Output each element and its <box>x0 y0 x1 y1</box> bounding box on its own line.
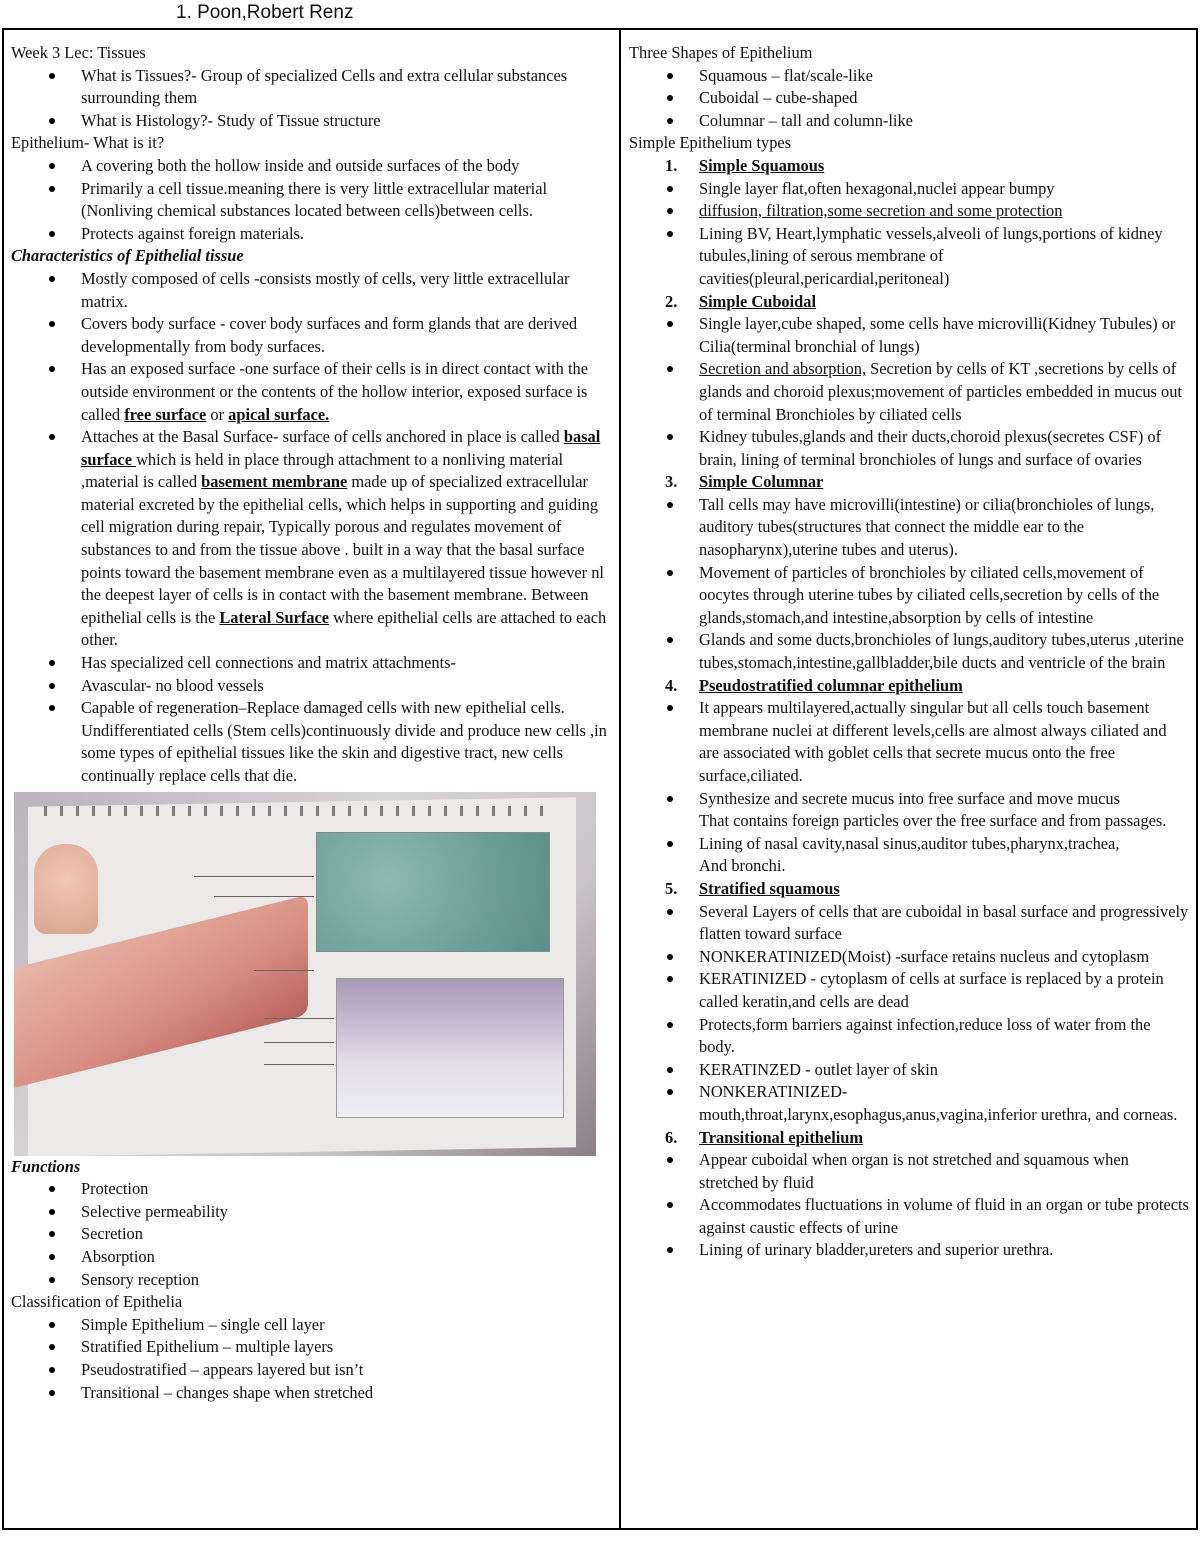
left-column <box>11 42 609 1404</box>
type-title: Simple Squamous <box>699 155 825 175</box>
list-item: NONKERATINIZED(Moist) -surface retains nucleus and cytoplasm <box>629 946 1189 969</box>
type-heading-stratified-squamous <box>629 878 1189 901</box>
list-item: Mostly composed of cells -consists mostly of cells, very little extracellular matrix. <box>11 268 609 313</box>
shapes-heading: Three Shapes of Epithelium <box>629 43 813 62</box>
list-number: 1. <box>665 155 678 175</box>
list-item: Lining of urinary bladder,ureters and superior urethra. <box>629 1239 1189 1262</box>
list-item: Single layer,cube shaped, some cells have microvilli(Kidney Tubules) or Cilia(terminal bronchial of lungs) <box>629 313 1189 358</box>
list-item: Covers body surface - cover body surfaces and form glands that are derived developmentally from body surfaces. <box>11 313 609 358</box>
list-number: 4. <box>665 675 678 695</box>
text-run: Secretion and absorption, <box>699 359 867 379</box>
micrograph-surface-view <box>316 832 550 952</box>
textbook-photo <box>14 792 596 1156</box>
list-item <box>11 426 609 652</box>
list-number: 3. <box>665 472 678 492</box>
characteristics-heading: Characteristics of Epithelial tissue <box>11 246 244 266</box>
type-heading-pseudostratified <box>629 675 1189 698</box>
list-item: KERATINZED - outlet layer of skin <box>629 1059 1189 1082</box>
classification-heading: Classification of Epithelia <box>11 1292 183 1312</box>
list-item: Appear cuboidal when organ is not stretched and squamous when stretched by fluid <box>629 1149 1189 1194</box>
list-item: Selective permeability <box>11 1201 609 1224</box>
list-item: Stratified Epithelium – multiple layers <box>11 1336 609 1359</box>
list-item: Cuboidal – cube-shaped <box>629 87 1189 110</box>
list-item <box>629 200 1189 223</box>
list-item: Several Layers of cells that are cuboidal in basal surface and progressively flatten toward surface <box>629 901 1189 946</box>
type-title: Simple Columnar <box>699 472 824 492</box>
column-divider <box>619 30 621 1528</box>
type-heading-simple-columnar <box>629 471 1189 494</box>
functions-heading: Functions <box>11 1156 81 1176</box>
list-item: Absorption <box>11 1246 609 1269</box>
list-item <box>629 358 1189 426</box>
text-run: Has an exposed surface -one surface of their cells is in direct contact with the outside environment or the contents of the hollow interior, exposed surface is called <box>81 359 588 424</box>
term-lateral-surface: Lateral Surface <box>219 607 330 627</box>
micrograph-section-view <box>336 978 564 1118</box>
week-title: Week 3 Lec: Tissues <box>11 43 146 62</box>
term-free-surface: free surface <box>124 404 207 424</box>
list-item <box>11 358 609 426</box>
type-title: Simple Cuboidal <box>699 291 817 311</box>
list-item: Transitional – changes shape when stretched <box>11 1382 609 1405</box>
notes-table <box>2 28 1198 1530</box>
type-heading-simple-cuboidal <box>629 291 1189 314</box>
spiral-binding <box>44 806 544 816</box>
text-run: Attaches at the Basal Surface- surface of cells anchored in place is called <box>81 427 564 447</box>
list-item: Simple Epithelium – single cell layer <box>11 1314 609 1337</box>
label-leader-line <box>264 1018 334 1019</box>
torso-illustration <box>34 844 98 934</box>
term-basal-surface: basal surface <box>81 427 601 469</box>
text-run: made up of specialized extracellular material excreted by the epithelial cells, which helps in supporting and guiding cell migration during repair, Typically porous and regulates movement of substances to and from the tissue above . built in a way that the basal surface points toward the basement membrane even as a multilayered tissue however nl the deepest layer of cells is in contact with the basement membrane. Between epithelial cells is the <box>81 472 604 627</box>
list-item: Lining of nasal cavity,nasal sinus,auditor tubes,pharynx,trachea, <box>629 833 1189 856</box>
term-apical-surface: apical surface. <box>228 404 330 424</box>
list-item: Protects against foreign materials. <box>11 223 609 246</box>
text-run: where epithelial cells are attached to each other. <box>81 607 607 650</box>
type-title: Pseudostratified columnar epithelium <box>699 675 963 695</box>
list-item: Synthesize and secrete mucus into free surface and move mucus <box>629 788 1189 811</box>
label-leader-line <box>264 1064 334 1065</box>
list-item: A covering both the hollow inside and outside surfaces of the body <box>11 155 609 178</box>
list-number: 6. <box>665 1127 678 1147</box>
list-item: KERATINIZED - cytoplasm of cells at surface is replaced by a protein called keratin,and cells are dead <box>629 968 1189 1013</box>
types-heading: Simple Epithelium types <box>629 133 792 153</box>
list-item: Primarily a cell tissue.meaning there is very little extracellular material (Nonliving chemical substances located between cells)between cells. <box>11 178 609 223</box>
list-item: Avascular- no blood vessels <box>11 675 609 698</box>
list-item-continuation: And bronchi. <box>699 856 786 876</box>
text-run: Secretion by cells of KT ,secretions by cells of glands and choroid plexus;movement of particles embedded in mucus out of terminal Bronchioles by ciliated cells <box>699 359 1182 424</box>
list-item: Secretion <box>11 1223 609 1246</box>
right-column <box>629 42 1189 1262</box>
list-item: Kidney tubules,glands and their ducts,choroid plexus(secretes CSF) of brain, lining of terminal bronchioles of lungs and surface of ovaries <box>629 426 1189 471</box>
type-heading-transitional <box>629 1127 1189 1150</box>
text-run: or <box>206 404 229 424</box>
list-item: Columnar – tall and column-like <box>629 110 1189 133</box>
label-leader-line <box>264 1042 334 1043</box>
list-item: Lining BV, Heart,lymphatic vessels,alveoli of lungs,portions of kidney tubules,lining of serous membrane of cavities(pleural,pericardial,peritoneal) <box>629 223 1189 291</box>
text-run: which is held in place through attachment to a nonliving material ,material is called <box>81 449 564 492</box>
type-title: Stratified squamous <box>699 878 840 898</box>
list-item: Protects,form barriers against infection,reduce loss of water from the body. <box>629 1014 1189 1059</box>
epithelium-heading: Epithelium- What is it? <box>11 133 165 153</box>
list-item: Sensory reception <box>11 1269 609 1292</box>
list-number: 5. <box>665 878 678 898</box>
type-heading-simple-squamous <box>629 155 1189 178</box>
list-item: Protection <box>11 1178 609 1201</box>
type-title: Transitional epithelium <box>699 1127 864 1147</box>
list-item: It appears multilayered,actually singular but all cells touch basement membrane nuclei at different levels,cells are almost always ciliated and are associated with goblet cells that secrete mucus onto the free surface,ciliated. <box>629 697 1189 787</box>
label-leader-line <box>254 970 314 971</box>
list-item: Single layer flat,often hexagonal,nuclei appear bumpy <box>629 178 1189 201</box>
list-item: Pseudostratified – appears layered but isn’t <box>11 1359 609 1382</box>
list-item: Squamous – flat/scale-like <box>629 65 1189 88</box>
list-item: Glands and some ducts,bronchioles of lungs,auditory tubes,uterus ,uterine tubes,stomach,intestine,gallbladder,bile ducts and ventricle of the brain <box>629 629 1189 674</box>
list-item-continuation: That contains foreign particles over the free surface and from passages. <box>699 811 1167 831</box>
list-item: What is Histology?- Study of Tissue structure <box>11 110 609 133</box>
list-item: Accommodates fluctuations in volume of fluid in an organ or tube protects against caustic effects of urine <box>629 1194 1189 1239</box>
label-leader-line <box>214 896 314 897</box>
label-leader-line <box>194 876 314 877</box>
document-header: 1. Poon,Robert Renz <box>176 2 354 23</box>
list-number: 2. <box>665 291 678 311</box>
list-item: Tall cells may have microvilli(intestine) or cilia(bronchioles of lungs, auditory tubes(structures that connect the middle ear to the nasopharynx),uterine tubes and uterus). <box>629 494 1189 562</box>
list-item: What is Tissues?- Group of specialized Cells and extra cellular substances surrounding them <box>11 65 609 110</box>
list-item: NONKERATINIZED- mouth,throat,larynx,esophagus,anus,vagina,inferior urethra, and corneas. <box>629 1081 1189 1126</box>
list-item: Capable of regeneration–Replace damaged cells with new epithelial cells. Undifferentiated cells (Stem cells)continuously divide and produce new cells ,in some types of epithelial tissues like the skin and digestive tract, new cells continually replace cells that die. <box>11 697 609 787</box>
list-item: Movement of particles of bronchioles by ciliated cells,movement of oocytes through uterine tubes by ciliated cells,secretion by cells of the glands,stomach,and intestine,absorption by cells of intestine <box>629 562 1189 630</box>
list-item: Has specialized cell connections and matrix attachments- <box>11 652 609 675</box>
term-basement-membrane: basement membrane <box>201 472 348 492</box>
text-run: diffusion, filtration,some secretion and some protection <box>699 201 1063 221</box>
